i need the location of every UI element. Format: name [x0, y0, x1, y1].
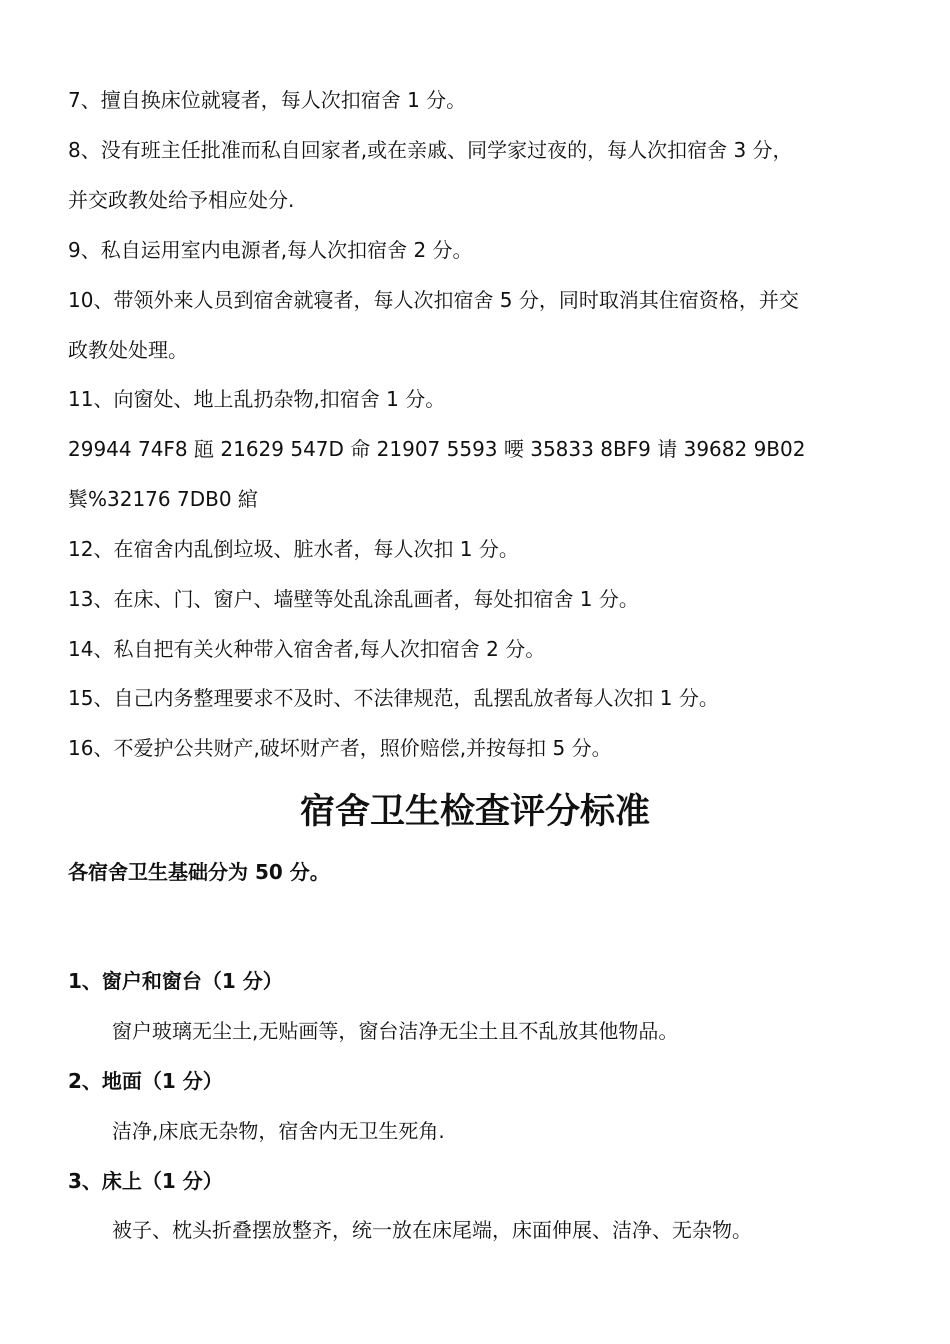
code-text-line-2: 鬂%32176 7DB0 綰	[68, 487, 258, 511]
rule-8-continued: 并交政教处给予相应处分.	[68, 188, 295, 212]
rule-13: 13、在床、门、窗户、墙壁等处乱涂乱画者，每处扣宿舍 1 分。	[68, 587, 639, 611]
rule-8: 8、没有班主任批准而私自回家者,或在亲戚、同学家过夜的，每人次扣宿舍 3 分，	[68, 138, 793, 162]
rule-12: 12、在宿舍内乱倒垃圾、脏水者，每人次扣 1 分。	[68, 537, 519, 561]
item-1-heading: 1、窗户和窗台（1 分）	[68, 969, 283, 993]
rule-14: 14、私自把有关火种带入宿舍者,每人次扣宿舍 2 分。	[68, 637, 546, 661]
item-1-detail: 窗户玻璃无尘土,无贴画等，窗台洁净无尘土且不乱放其他物品。	[112, 1019, 679, 1043]
rule-15: 15、自己内务整理要求不及时、不法律规范，乱摆乱放者每人次扣 1 分。	[68, 686, 719, 710]
item-2-heading: 2、地面（1 分）	[68, 1069, 223, 1093]
item-3-detail: 被子、枕头折叠摆放整齐，统一放在床尾端，床面伸展、洁净、无杂物。	[112, 1218, 752, 1242]
rule-7: 7、擅自换床位就寝者，每人次扣宿舍 1 分。	[68, 88, 467, 112]
item-2-detail: 洁净,床底无杂物，宿舍内无卫生死角.	[112, 1119, 445, 1143]
rule-10: 10、带领外来人员到宿舍就寝者，每人次扣宿舍 5 分，同时取消其住宿资格，并交	[68, 288, 799, 312]
rule-9: 9、私自运用室内电源者,每人次扣宿舍 2 分。	[68, 238, 473, 262]
rule-11: 11、向窗处、地上乱扔杂物,扣宿舍 1 分。	[68, 387, 446, 411]
section-title: 宿舍卫生检查评分标准	[299, 792, 650, 832]
item-3-heading: 3、床上（1 分）	[68, 1169, 223, 1193]
rule-10-continued: 政教处处理。	[68, 338, 188, 362]
code-text-line-1: 29944 74F8 瓸 21629 547D 命 21907 5593 喓 35833 8BF9 请 39682 9B02	[68, 437, 806, 461]
base-score-text: 各宿舍卫生基础分为 50 分。	[68, 860, 330, 884]
rule-16: 16、不爱护公共财产,破坏财产者，照价赔偿,并按每扣 5 分。	[68, 736, 612, 760]
